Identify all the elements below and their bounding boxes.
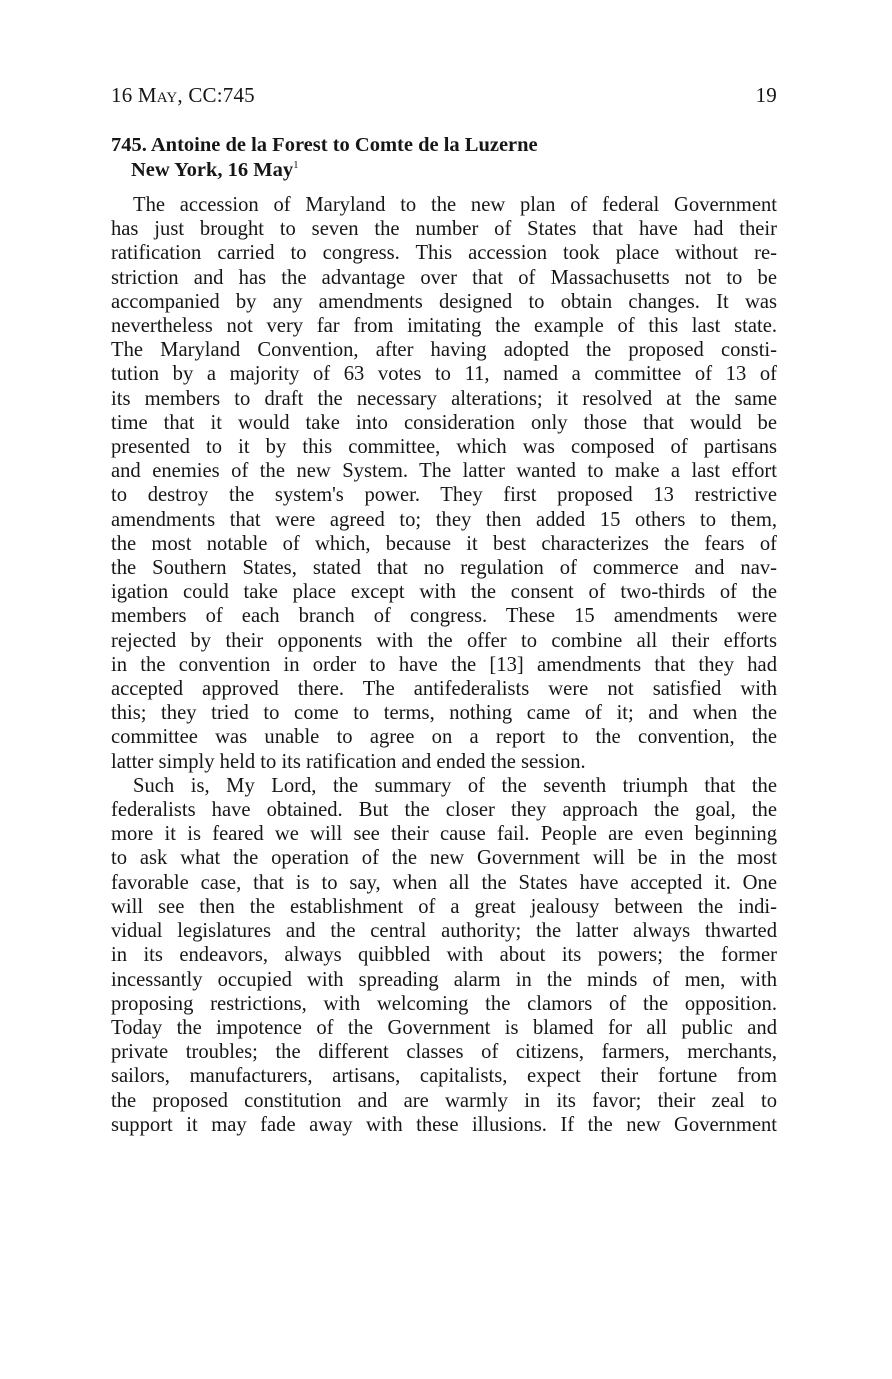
text-line: The accession of Maryland to the new plan of federal Government <box>133 194 777 216</box>
letter-body <box>111 193 777 1137</box>
text-line: proposing restrictions, with welcoming the clamors of the opposition. <box>111 992 777 1015</box>
document-place-date-text: New York, 16 May <box>131 159 294 181</box>
running-head-month: May <box>137 83 178 107</box>
document-title: 745. Antoine de la Forest to Comte de la Luzerne <box>111 134 538 156</box>
text-line: accepted approved there. The antifederalists were not satisfied with <box>111 678 777 701</box>
text-line: Today the impotence of the Government is blamed for all public and <box>111 1016 777 1039</box>
text-line: and enemies of the new System. The latter wanted to make a last effort <box>111 460 777 483</box>
text-line: presented to it by this committee, which was composed of partisans <box>111 436 777 459</box>
text-line: igation could take place except with the consent of two-thirds of the <box>111 581 777 604</box>
text-line: favorable case, that is to say, when all the States have accepted it. One <box>111 871 777 894</box>
text-line: private troubles; the different classes of citizens, farmers, merchants, <box>111 1041 777 1064</box>
text-line: will see then the establishment of a great jealousy between the indi- <box>111 895 777 918</box>
running-head <box>111 83 777 115</box>
text-line: more it is feared we will see their cause fail. People are even beginning <box>111 823 777 846</box>
text-line: to ask what the operation of the new Government will be in the most <box>111 847 777 870</box>
paragraph <box>111 774 777 1137</box>
text-line: latter simply held to its ratification and ended the session. <box>111 750 586 773</box>
text-line: accompanied by any amendments designed to obtain changes. It was <box>111 290 777 313</box>
document-heading <box>111 133 777 183</box>
text-line: the Southern States, stated that no regulation of commerce and nav- <box>111 557 777 580</box>
text-line: rejected by their opponents with the offer to combine all their efforts <box>111 629 777 652</box>
document-page <box>111 83 777 1137</box>
text-line: committee was unable to agree on a report to the convention, the <box>111 726 777 749</box>
text-line: the proposed constitution and are warmly in its favor; their zeal to <box>111 1089 777 1112</box>
text-line: Such is, My Lord, the summary of the seventh triumph that the <box>133 774 777 797</box>
text-line: this; they tried to come to terms, nothing came of it; and when the <box>111 702 777 725</box>
text-line: sailors, manufacturers, artisans, capitalists, expect their fortune from <box>111 1065 777 1088</box>
text-line: tution by a majority of 63 votes to 11, named a committee of 13 of <box>111 363 777 386</box>
running-head-day: 16 <box>111 83 138 107</box>
text-line: the most notable of which, because it best characterizes the fears of <box>111 532 777 555</box>
footnote-ref: 1 <box>293 159 299 172</box>
page-number: 19 <box>755 83 777 107</box>
text-line: vidual legislatures and the central authority; the latter always thwarted <box>111 920 777 943</box>
text-line: nevertheless not very far from imitating the example of this last state. <box>111 315 777 338</box>
text-line: striction and has the advantage over that of Massachusetts not to be <box>111 266 777 289</box>
paragraph <box>111 193 777 774</box>
running-head-document-number: , CC:745 <box>177 83 255 107</box>
text-line: its members to draft the necessary alterations; it resolved at the same <box>111 387 777 410</box>
text-line: incessantly occupied with spreading alarm in the minds of men, with <box>111 968 777 991</box>
text-line: amendments that were agreed to; they then added 15 others to them, <box>111 508 777 531</box>
running-head-date <box>111 83 255 108</box>
text-line: ratification carried to congress. This accession took place without re- <box>111 242 777 265</box>
text-line: in the convention in order to have the [13] amendments that they had <box>111 653 777 676</box>
text-line: time that it would take into consideration only those that would be <box>111 411 777 434</box>
text-line: has just brought to seven the number of States that have had their <box>111 218 777 241</box>
text-line: members of each branch of congress. These 15 amendments were <box>111 605 777 628</box>
text-line: support it may fade away with these illusions. If the new Government <box>111 1113 777 1136</box>
text-line: federalists have obtained. But the closer they approach the goal, the <box>111 799 777 822</box>
text-line: in its endeavors, always quibbled with about its powers; the former <box>111 944 777 967</box>
text-line: The Maryland Convention, after having adopted the proposed consti- <box>111 339 777 362</box>
document-place-date <box>111 158 777 183</box>
text-line: to destroy the system's power. They first proposed 13 restrictive <box>111 484 777 507</box>
